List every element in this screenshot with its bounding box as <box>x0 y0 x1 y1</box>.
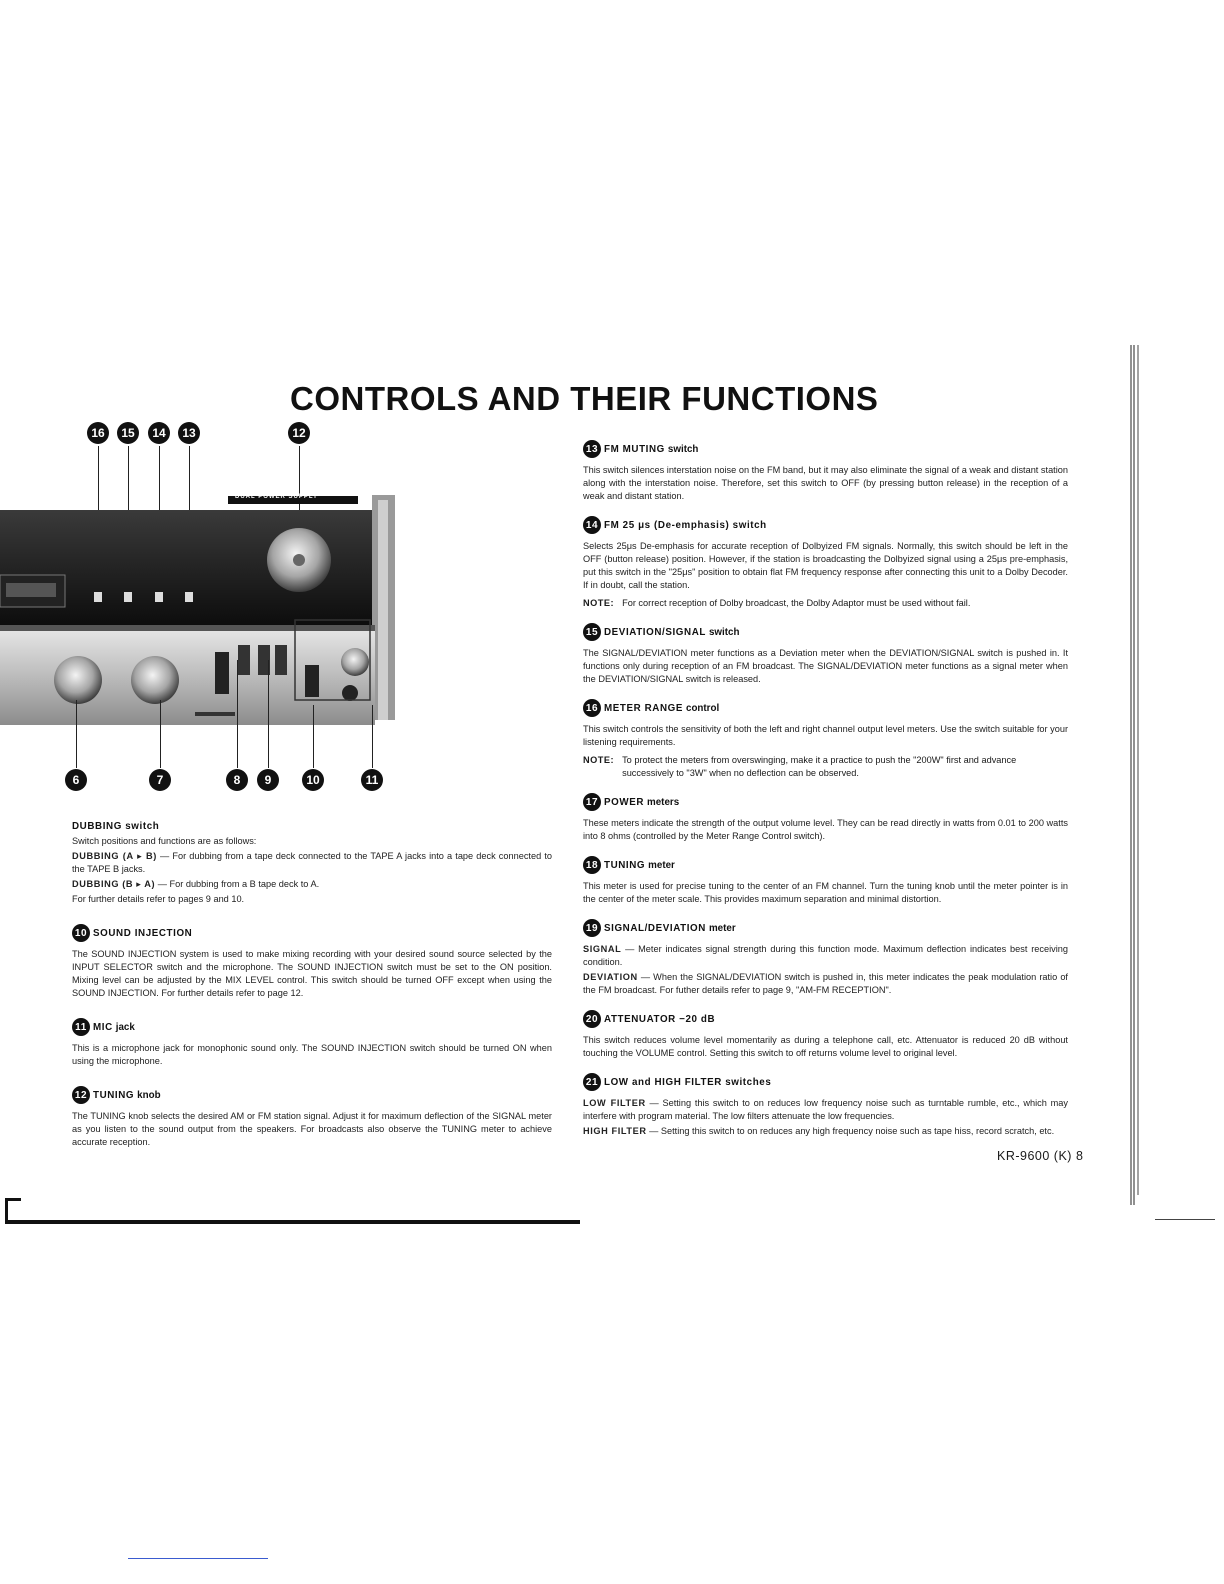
fm-25-note <box>583 597 1068 610</box>
number-badge: 18 <box>583 856 601 874</box>
dubbing-ab-text: — For dubbing from a tape deck connected to the TAPE A jacks into a tape deck connected to the TAPE B jacks. <box>72 851 552 874</box>
callout-6: 6 <box>65 769 87 791</box>
number-badge: 16 <box>583 699 601 717</box>
page-edge-mark <box>1130 345 1142 1205</box>
signal-deviation-subheading: meter <box>708 922 736 934</box>
number-badge: 14 <box>583 516 601 534</box>
number-badge: 12 <box>72 1086 90 1104</box>
low-filter <box>583 1097 1068 1123</box>
mic-text: This is a microphone jack for monophonic sound only. The SOUND INJECTION switch should be turned ON when using the microphone. <box>72 1043 552 1066</box>
note-text: To protect the meters from overswinging, make it a practice to push the "200W" first and advance successively to "3W" when no deflection can be observed. <box>622 755 1017 778</box>
mic-heading: MIC <box>93 1021 113 1033</box>
tuning-knob-subheading: knob <box>137 1089 161 1101</box>
callout-8: 8 <box>226 769 248 791</box>
dubbing-ab-term: DUBBING (A ▸ B) <box>72 851 157 861</box>
leader-line <box>313 705 314 768</box>
meter-range-text: This switch controls the sensitivity of both the left and right channel output level meters. Use the switch suitable for your listening requirements. <box>583 724 1068 747</box>
deviation-mode <box>583 971 1068 997</box>
callout-11: 11 <box>361 769 383 791</box>
attenuator-text: This switch reduces volume level momentarily as during a telephone call, etc. Attenuator is reduced 20 dB without touching the VOLUME control. Setting this switch to off returns volume level to original level. <box>583 1035 1068 1058</box>
deviation-term: DEVIATION <box>583 972 638 982</box>
number-badge: 21 <box>583 1073 601 1091</box>
deviation-text: — When the SIGNAL/DEVIATION switch is pushed in, this meter indicates the peak modulation ratio of the FM broadcast. For futher details refer to page 9, "AM-FM RECEPTION". <box>583 972 1068 995</box>
high-filter-term: HIGH FILTER <box>583 1126 647 1136</box>
tuning-meter-heading: TUNING <box>604 859 646 871</box>
filters-section <box>583 1073 1068 1138</box>
callout-13: 13 <box>178 422 200 444</box>
leader-line <box>237 660 238 768</box>
tuning-knob-text: The TUNING knob selects the desired AM or FM station signal. Adjust it for maximum deflection of the SIGNAL meter as you listen to the sound output from the speakers. For broadcasts also observe the TUNING meter to achieve accurate reception. <box>72 1111 552 1147</box>
high-filter <box>583 1125 1068 1138</box>
note-label: NOTE: <box>583 598 615 608</box>
bottom-rule <box>5 1220 580 1224</box>
page-title: CONTROLS AND THEIR FUNCTIONS <box>290 380 879 417</box>
number-badge: 11 <box>72 1018 90 1036</box>
callout-14: 14 <box>148 422 170 444</box>
callout-10: 10 <box>302 769 324 791</box>
number-badge: 10 <box>72 924 90 942</box>
dubbing-ba-text: — For dubbing from a B tape deck to A. <box>157 879 320 889</box>
callout-9: 9 <box>257 769 279 791</box>
corner-mark <box>5 1198 8 1223</box>
corner-mark <box>5 1198 21 1201</box>
meter-range-heading: METER RANGE <box>604 702 683 714</box>
callout-12: 12 <box>288 422 310 444</box>
fm-25-heading: FM 25 μs (De-emphasis) switch <box>604 519 767 531</box>
receiver-front-panel-photo <box>0 480 395 730</box>
attenuator-heading: ATTENUATOR −20 dB <box>604 1013 716 1025</box>
right-column <box>583 440 1068 1151</box>
meter-range-subheading: control <box>686 702 720 714</box>
signal-deviation-heading: SIGNAL/DEVIATION <box>604 922 706 934</box>
left-column <box>72 820 552 1162</box>
tuning-meter-text: This meter is used for precise tuning to the center of an FM channel. Turn the tuning knob until the meter pointer is in the center of the meter scale. This provides maximum separation and minimal distortion. <box>583 881 1068 904</box>
number-badge: 13 <box>583 440 601 458</box>
deviation-switch-heading: DEVIATION/SIGNAL <box>604 626 706 638</box>
leader-line <box>372 705 373 768</box>
power-meters-heading: POWER <box>604 796 645 808</box>
mic-subheading: jack <box>115 1021 135 1033</box>
number-badge: 19 <box>583 919 601 937</box>
sound-injection-text: The SOUND INJECTION system is used to make mixing recording with your desired sound source selected by the INPUT SELECTOR switch and the microphone. The SOUND INJECTION switch must be set to the ON position. Mixing level can be adjusted by the MIX LEVEL control. This switch should be turned OFF except when using the SOUND INJECTION. For further details refer to page 12. <box>72 949 552 998</box>
tuning-meter-subheading: meter <box>648 859 675 871</box>
deviation-switch-subheading: switch <box>708 626 740 638</box>
edge-rule <box>1155 1219 1215 1220</box>
leader-line <box>160 700 161 768</box>
high-filter-text: — Setting this switch to on reduces any high frequency noise such as tape hiss, record scratch, etc. <box>649 1126 1055 1136</box>
callout-16: 16 <box>87 422 109 444</box>
deviation-switch-section <box>583 623 1068 686</box>
underline-mark <box>128 1558 268 1559</box>
tuning-knob-heading: TUNING <box>93 1089 135 1101</box>
sound-injection-heading: SOUND INJECTION <box>93 927 193 939</box>
signal-term: SIGNAL <box>583 944 622 954</box>
receiver-illustration <box>0 480 395 730</box>
fm-25-text: Selects 25μs De-emphasis for accurate reception of Dolbyized FM signals. Normally, this switch should be left in the OFF (button release) position. However, if the station is broadcasting the Dolbyized signal using a 25μs pre-emphasis, put this switch in the "25μs" position to obtain flat FM frequency response after connecting this unit to a Dolby Decoder. If in doubt, call the station. <box>583 541 1068 590</box>
fm-muting-section <box>583 440 1068 503</box>
sound-injection-section <box>72 924 552 1000</box>
dubbing-ba <box>72 878 552 891</box>
dubbing-ba-term: DUBBING (B ▸ A) <box>72 879 156 889</box>
page-footer: KR-9600 (K) 8 <box>997 1149 1084 1163</box>
leader-line <box>268 660 269 768</box>
number-badge: 17 <box>583 793 601 811</box>
dubbing-ab <box>72 850 552 876</box>
dubbing-further: For further details refer to pages 9 and 10. <box>72 894 245 904</box>
dubbing-heading: DUBBING switch <box>72 821 160 832</box>
dubbing-intro: Switch positions and functions are as follows: <box>72 836 257 846</box>
number-badge: 15 <box>583 623 601 641</box>
number-badge: 20 <box>583 1010 601 1028</box>
filters-heading: LOW and HIGH FILTER switches <box>604 1076 772 1088</box>
power-meters-subheading: meters <box>647 796 680 808</box>
deviation-switch-text: The SIGNAL/DEVIATION meter functions as a Deviation meter when the DEVIATION/SIGNAL switch is pushed in. It functions only during reception of an FM broadcast. The SIGNAL/DEVIATION meter functions as a signal meter when the DEVIATION/SIGNAL switch is released. <box>583 648 1068 684</box>
signal-deviation-meter-section <box>583 919 1068 997</box>
power-meters-section <box>583 793 1068 843</box>
fm-25-section <box>583 516 1068 610</box>
leader-line <box>76 700 77 768</box>
tuning-meter-section <box>583 856 1068 906</box>
tuning-knob-section <box>72 1086 552 1149</box>
fm-muting-subheading: switch <box>667 443 699 455</box>
low-filter-text: — Setting this switch to on reduces low frequency noise such as turntable rumble, etc., which may interfere with program material. The low filters attenuate the low frequencies. <box>583 1098 1069 1121</box>
low-filter-term: LOW FILTER <box>583 1098 646 1108</box>
dubbing-section <box>72 820 552 906</box>
note-label: NOTE: <box>583 755 615 765</box>
callout-15: 15 <box>117 422 139 444</box>
fm-muting-heading: FM MUTING <box>604 443 665 455</box>
meter-range-section <box>583 699 1068 780</box>
power-meters-text: These meters indicate the strength of the output volume level. They can be read directly in watts from 0.01 to 200 watts into 8 ohms (controlled by the Meter Range Control switch). <box>583 818 1068 841</box>
signal-text: — Meter indicates signal strength during this function mode. Maximum deflection indicates best receiving condition. <box>583 944 1068 967</box>
mic-section <box>72 1018 552 1068</box>
callout-7: 7 <box>149 769 171 791</box>
note-text: For correct reception of Dolby broadcast, the Dolby Adaptor must be used without fail. <box>622 598 971 608</box>
signal-mode <box>583 943 1068 969</box>
fm-muting-text: This switch silences interstation noise on the FM band, but it may also eliminate the signal of a weak and distant station along with the interstation noise. Therefore, set this switch to OFF (by pressing button release) in the reception of a weak and distant station. <box>583 465 1068 501</box>
meter-range-note <box>583 754 1068 780</box>
attenuator-section <box>583 1010 1068 1060</box>
dual-power-supply-label: DUAL POWER SUPPLY <box>235 494 319 500</box>
